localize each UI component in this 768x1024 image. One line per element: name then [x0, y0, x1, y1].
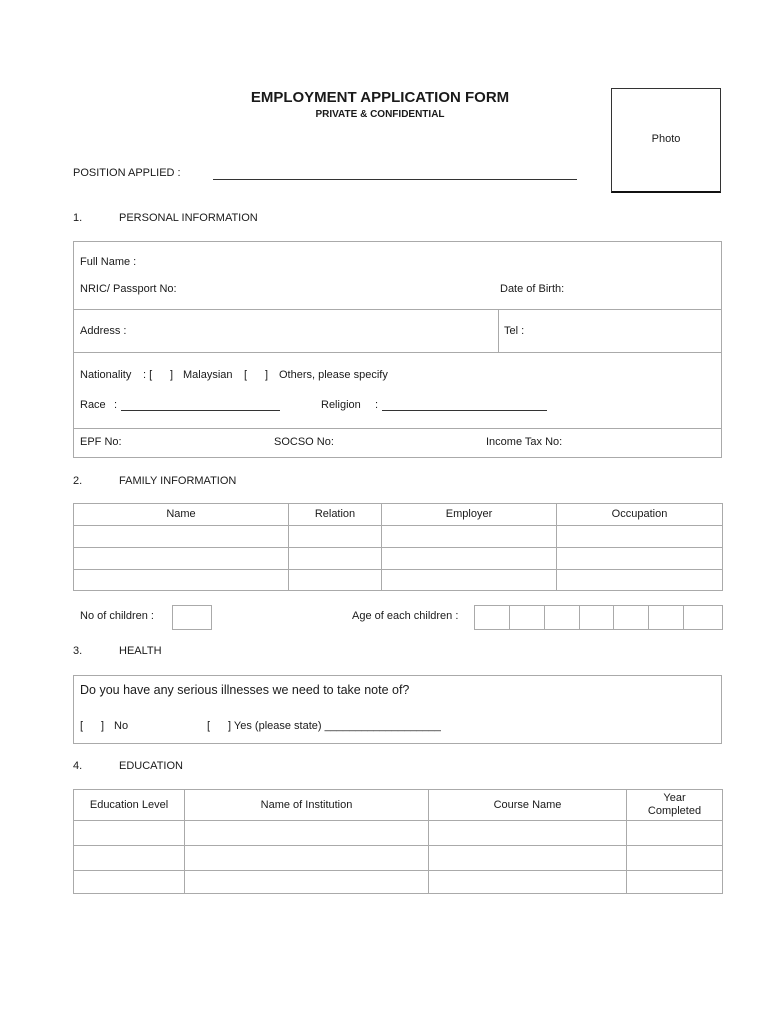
column-header: Name of Institution: [185, 790, 429, 821]
table-cell[interactable]: [289, 548, 382, 570]
yes-option-label[interactable]: ] Yes (please state) ___________________: [228, 720, 441, 732]
table-cell[interactable]: [185, 871, 429, 894]
table-row: [74, 821, 723, 846]
table-row: [74, 871, 723, 894]
table-cell[interactable]: [185, 846, 429, 871]
age-of-children-fields: [474, 605, 723, 630]
personal-info-box: [73, 241, 722, 458]
table-row: [74, 570, 723, 591]
table-cell[interactable]: [429, 871, 627, 894]
nric-label: NRIC/ Passport No:: [80, 283, 177, 295]
form-title: EMPLOYMENT APPLICATION FORM: [250, 89, 510, 106]
section-title-family: FAMILY INFORMATION: [119, 475, 237, 487]
table-cell[interactable]: [382, 526, 557, 548]
section-title-education: EDUCATION: [119, 760, 183, 772]
table-cell[interactable]: [74, 570, 289, 591]
age-of-children-label: Age of each children :: [352, 610, 459, 622]
divider: [73, 352, 722, 353]
section-number: 4.: [73, 760, 83, 772]
table-cell[interactable]: [382, 570, 557, 591]
tel-label: Tel :: [504, 325, 525, 337]
no-option-label: No: [114, 720, 129, 732]
table-cell[interactable]: [289, 570, 382, 591]
race-field[interactable]: [121, 410, 280, 411]
dob-label: Date of Birth:: [500, 283, 565, 295]
religion-label: Religion: [321, 399, 361, 411]
table-header-row: [74, 504, 723, 526]
nationality-bracket[interactable]: : [: [143, 369, 153, 381]
column-header: Year Completed: [627, 790, 723, 821]
table-cell[interactable]: [289, 526, 382, 548]
column-header: Relation: [289, 504, 382, 526]
table-cell[interactable]: [627, 871, 723, 894]
table-cell[interactable]: [382, 548, 557, 570]
position-applied-label: POSITION APPLIED :: [73, 167, 181, 179]
section-number: 1.: [73, 212, 83, 224]
column-header: Employer: [382, 504, 557, 526]
table-cell[interactable]: [557, 526, 723, 548]
column-header: Occupation: [557, 504, 723, 526]
yes-checkbox[interactable]: [: [207, 720, 211, 732]
age-field-divider: [648, 605, 649, 630]
table-cell[interactable]: [557, 570, 723, 591]
table-cell[interactable]: [74, 846, 185, 871]
others-option: Others, please specify: [279, 369, 388, 381]
column-header: Name: [74, 504, 289, 526]
divider: [498, 309, 499, 352]
race-colon: :: [114, 399, 118, 411]
table-cell[interactable]: [557, 548, 723, 570]
address-label: Address :: [80, 325, 127, 337]
column-header: Course Name: [429, 790, 627, 821]
position-applied-field[interactable]: [213, 179, 577, 180]
epf-label: EPF No:: [80, 436, 122, 448]
age-field-divider: [579, 605, 580, 630]
age-field-divider: [683, 605, 684, 630]
education-table: [73, 789, 723, 894]
table-cell[interactable]: [185, 821, 429, 846]
religion-colon: :: [375, 399, 379, 411]
section-title-personal: PERSONAL INFORMATION: [119, 212, 258, 224]
family-table: [73, 503, 723, 591]
nationality-bracket: ]: [170, 369, 174, 381]
health-question: Do you have any serious illnesses we need to take note of?: [80, 683, 410, 697]
divider: [73, 428, 722, 429]
others-checkbox[interactable]: [: [244, 369, 248, 381]
table-cell[interactable]: [627, 821, 723, 846]
table-cell[interactable]: [74, 871, 185, 894]
section-number: 3.: [73, 645, 83, 657]
form-subtitle: PRIVATE & CONFIDENTIAL: [315, 109, 445, 120]
socso-label: SOCSO No:: [274, 436, 334, 448]
photo-box[interactable]: [611, 88, 721, 193]
race-label: Race: [80, 399, 106, 411]
others-checkbox: ]: [265, 369, 269, 381]
divider: [73, 309, 722, 310]
nationality-label: Nationality: [80, 369, 132, 381]
no-of-children-label: No of children :: [80, 610, 154, 622]
table-row: [74, 548, 723, 570]
table-cell[interactable]: [429, 821, 627, 846]
age-field-divider: [544, 605, 545, 630]
full-name-label: Full Name :: [80, 256, 137, 268]
table-row: [74, 526, 723, 548]
photo-label: Photo: [651, 133, 681, 145]
income-tax-label: Income Tax No:: [486, 436, 563, 448]
malaysian-option: Malaysian: [183, 369, 233, 381]
section-title-health: HEALTH: [119, 645, 162, 657]
table-header-row: [74, 790, 723, 821]
no-checkbox: ]: [101, 720, 105, 732]
age-field-divider: [613, 605, 614, 630]
column-header: Education Level: [74, 790, 185, 821]
table-cell[interactable]: [74, 548, 289, 570]
table-cell[interactable]: [74, 821, 185, 846]
age-field-divider: [509, 605, 510, 630]
table-cell[interactable]: [74, 526, 289, 548]
no-of-children-field[interactable]: [172, 605, 212, 630]
table-cell[interactable]: [627, 846, 723, 871]
table-row: [74, 846, 723, 871]
section-number: 2.: [73, 475, 83, 487]
religion-field[interactable]: [382, 410, 547, 411]
table-cell[interactable]: [429, 846, 627, 871]
no-checkbox[interactable]: [: [80, 720, 84, 732]
